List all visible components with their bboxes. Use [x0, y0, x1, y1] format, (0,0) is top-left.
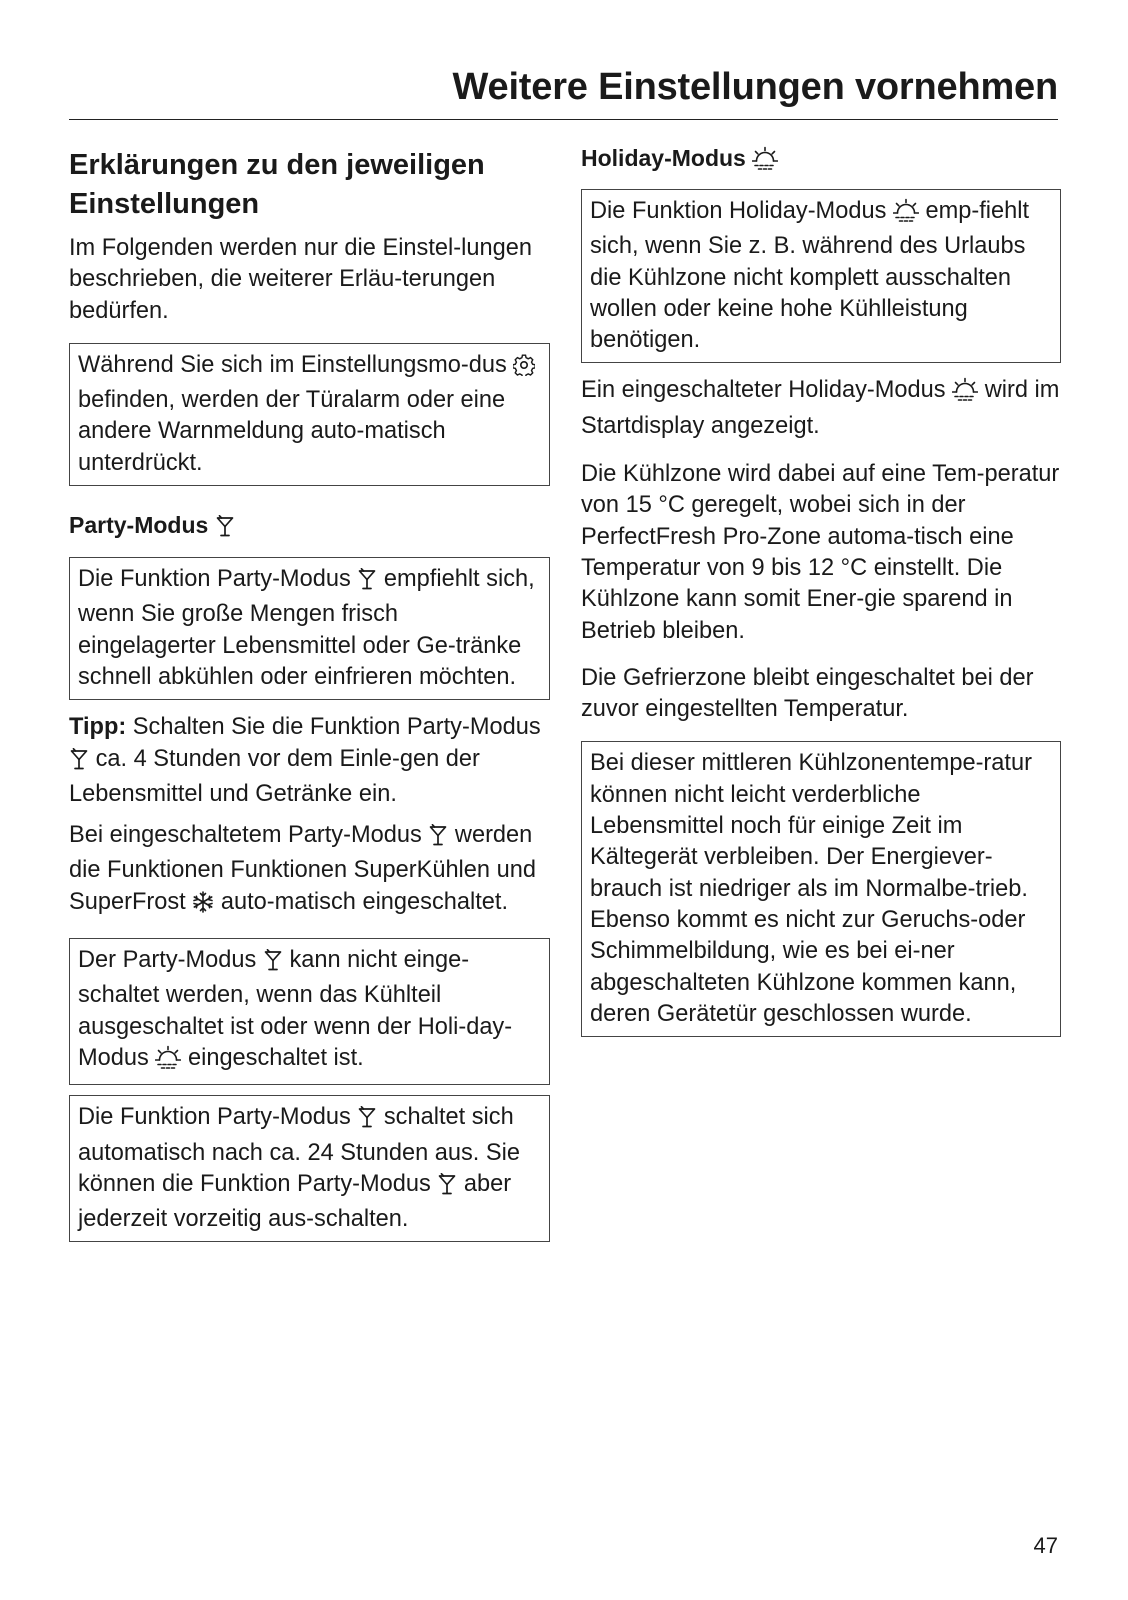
header-divider [69, 119, 1058, 120]
intro-paragraph: Im Folgenden werden nur die Einstel-lungen beschrieben, die weiterer Erläu-terungen bedürfen. [69, 235, 532, 324]
left-column [69, 140, 550, 1242]
party-cannot-text-b: kann nicht einge-schaltet werden, wenn das Kühlteil ausgeschaltet ist oder wenn der Holi-day-Modus [78, 947, 513, 1071]
settings-note-text-b: befinden, werden der Türalarm oder eine andere Warnmeldung auto-matisch unterdrückt. [78, 387, 506, 476]
cocktail-glass-icon [69, 748, 89, 779]
settings-mode-note [69, 343, 550, 486]
holiday-box-text-b: emp-fiehlt sich, wenn Sie z. B. während des Urlaubs die Kühlzone nicht komplett ausschalten wollen oder keine hohe Kühlleistung benötigen. [590, 198, 1030, 354]
holiday-mode-box [581, 189, 1061, 363]
party-on-paragraph [69, 820, 550, 922]
settings-note-text-a: Während Sie sich im Einstellungsmo-dus [78, 351, 507, 378]
party-heading-text: Party-Modus [69, 512, 209, 539]
info-box-paragraph-1: Bei dieser mittleren Kühlzonentempe-ratur können nicht leicht verderbliche Lebensmittel noch für einige Zeit im Kältegerät verbleiben. Der Energiever-brauch ist niedriger als im Normalbe-trieb. [590, 750, 1032, 902]
snowflake-icon [192, 891, 214, 922]
holiday-info-box [581, 741, 1061, 1037]
tip-text-b: ca. 4 Stunden vor dem Einle-gen der Lebensmittel und Getränke ein. [69, 745, 480, 807]
cocktail-glass-icon [428, 824, 448, 855]
party-cannot-text-a: Der Party-Modus [78, 947, 257, 974]
holiday-display-text-b: wird im Startdisplay angezeigt. [581, 377, 1060, 439]
cocktail-glass-icon [263, 949, 283, 980]
tip-paragraph [69, 712, 550, 810]
sun-icon [952, 377, 978, 410]
party-box-text-a: Die Funktion Party-Modus [78, 566, 351, 593]
gear-icon [513, 354, 535, 385]
party-cannot-note [69, 938, 550, 1085]
holiday-box-text-a: Die Funktion Holiday-Modus [590, 198, 887, 224]
holiday-temperature-paragraph: Die Kühlzone wird dabei auf eine Tem-peratur von 15 °C geregelt, wobei sich in der PerfectFresh Pro-Zone automa-tisch eine Temperatur von 9 bis 12 °C einstellt. Die Kühlzone kann somit Ener-gie sparend in Betrieb bleiben. [581, 461, 1060, 644]
tip-text-a: Schalten Sie die Funktion Party-Modus [132, 714, 541, 741]
cocktail-glass-icon [437, 1173, 457, 1204]
party-off-text-c: aber jederzeit vorzeitig aus-schalten. [78, 1170, 512, 1233]
party-on-text-b: werden die Funktionen Funktionen SuperKühlen und SuperFrost [69, 822, 536, 915]
party-off-text-b: schaltet sich automatisch nach ca. 24 Stunden aus. Sie können die Funktion Party-Modus [78, 1104, 521, 1197]
page-title: Weitere Einstellungen vornehmen [452, 66, 1058, 108]
info-box-paragraph-2: Ebenso kommt es nicht zur Geruchs-oder Schimmelbildung, wie es bei ei-ner abgeschalteten Kühlzone kommen kann, deren Gerätetür geschlossen wurde. [590, 906, 1026, 1027]
freezer-paragraph: Die Gefrierzone bleibt eingeschaltet bei der zuvor eingestellten Temperatur. [581, 664, 1034, 723]
tip-label: Tipp: [69, 714, 127, 741]
sun-icon [752, 146, 778, 177]
cocktail-glass-icon [215, 514, 235, 544]
cocktail-glass-icon [357, 568, 377, 599]
sun-icon [893, 198, 919, 231]
party-box-text-b: empfiehlt sich, wenn Sie große Mengen frisch eingelagerter Lebensmittel oder Ge-tränke schnell abkühlen oder einfrieren möchten. [78, 566, 535, 690]
party-mode-box [69, 557, 550, 700]
party-mode-heading [69, 510, 550, 544]
page-number: 47 [1033, 1533, 1058, 1558]
sun-icon [155, 1045, 181, 1078]
party-cannot-text-c: eingeschaltet ist. [187, 1044, 364, 1071]
party-auto-off-note [69, 1095, 550, 1242]
right-column [581, 140, 1061, 1037]
party-off-text-a: Die Funktion Party-Modus [78, 1104, 351, 1131]
holiday-display-text-a: Ein eingeschalteter Holiday-Modus [581, 377, 946, 404]
section-title: Erklärungen zu den jeweiligen Einstellungen [69, 149, 485, 220]
cocktail-glass-icon [357, 1106, 377, 1137]
holiday-display-paragraph [581, 375, 1061, 442]
party-on-text-a: Bei eingeschaltetem Party-Modus [69, 822, 422, 849]
party-on-text-c: auto-matisch eingeschaltet. [220, 888, 509, 915]
holiday-heading-text: Holiday-Modus [581, 145, 746, 171]
holiday-mode-heading [581, 143, 1061, 177]
